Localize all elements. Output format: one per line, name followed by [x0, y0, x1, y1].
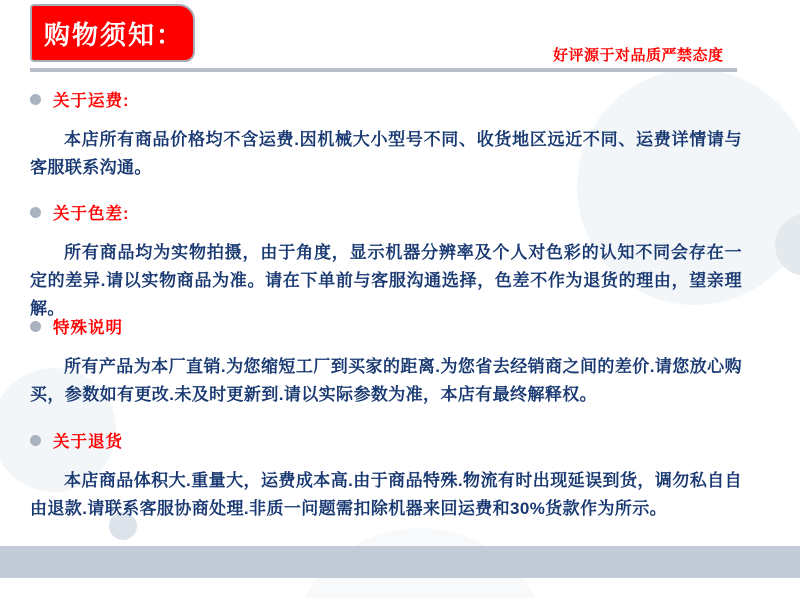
section-color-difference [30, 201, 742, 323]
bullet-dot-icon [30, 321, 41, 332]
bullet-dot-icon [30, 94, 41, 105]
page-title-box [30, 4, 195, 62]
section-shipping [30, 88, 742, 182]
section-heading-row [30, 429, 742, 451]
section-body: 所有商品均为实物拍摄，由于角度，显示机器分辨率及个人对色彩的认知不同会存在一定的差异.请以实物商品为准。请在下单前与客服沟通选择，色差不作为退货的理由，望亲理解。 [30, 243, 742, 318]
section-special-notes [30, 315, 742, 409]
section-body: 所有产品为本厂直销.为您缩短工厂到买家的距离.为您省去经销商之间的差价.请您放心购买，参数如有更改.未及时更新到.请以实际参数为准，本店有最终解释权。 [30, 357, 742, 404]
bullet-dot-icon [30, 435, 41, 446]
header-tagline: 好评源于对品质严禁态度 [553, 47, 724, 64]
page-title: 购物须知： [44, 19, 185, 50]
header-divider [30, 68, 737, 72]
section-returns [30, 429, 742, 523]
section-heading-row [30, 201, 742, 223]
bullet-dot-icon [30, 207, 41, 218]
section-heading: 特殊说明 [53, 319, 123, 337]
section-heading: 关于运费: [53, 92, 130, 110]
section-heading: 关于色差: [53, 205, 130, 223]
section-heading: 关于退货 [53, 433, 123, 451]
section-body: 本店商品体积大.重量大，运费成本高.由于商品特殊.物流有时出现延误到货，调勿私自自由退款.请联系客服协商处理.非质一问题需扣除机器来回运费和30%货款作为所示。 [30, 471, 742, 518]
section-heading-row [30, 88, 742, 110]
footer-band [0, 546, 800, 578]
section-heading-row [30, 315, 742, 337]
section-body: 本店所有商品价格均不含运费.因机械大小型号不同、收货地区远近不同、运费详情请与客服联系沟通。 [30, 130, 742, 177]
